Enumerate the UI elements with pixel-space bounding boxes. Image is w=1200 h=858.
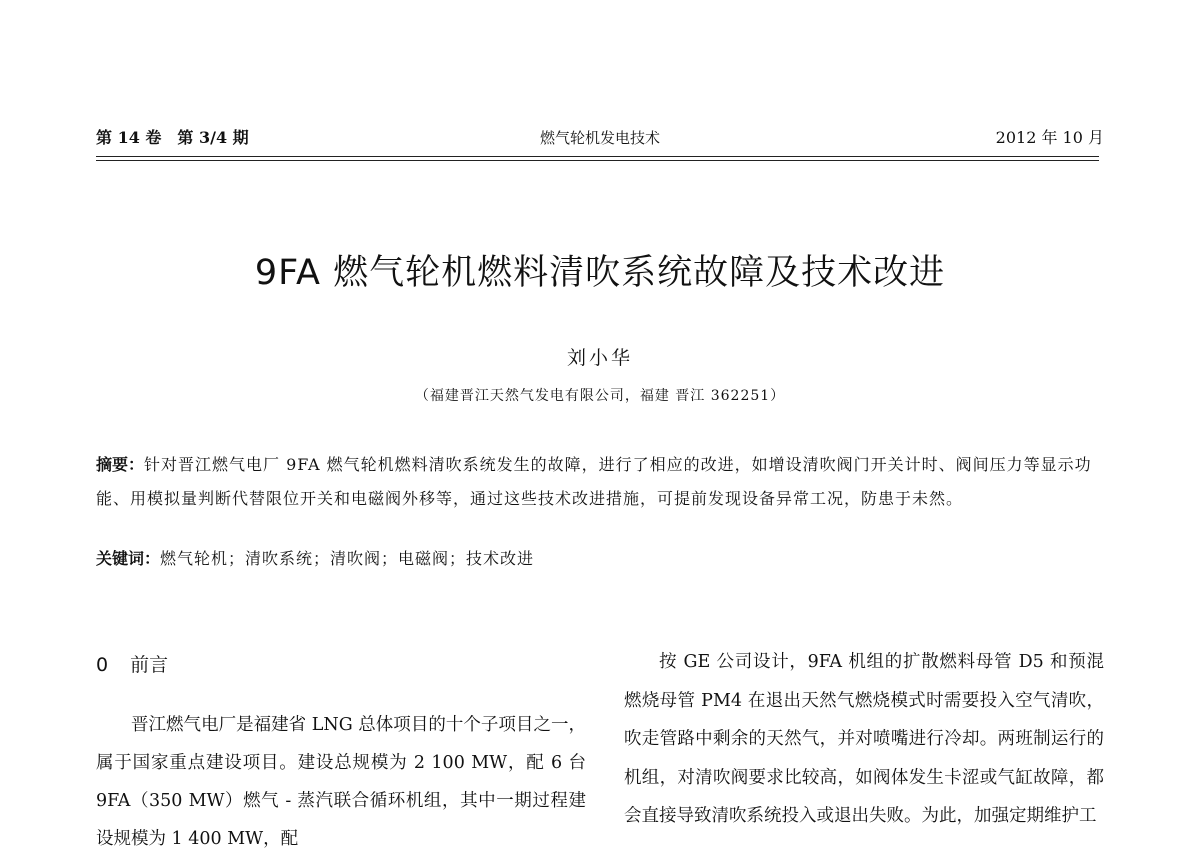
left-paragraph: 晋江燃气电厂是福建省 LNG 总体项目的十个子项目之一，属于国家重点建设项目。建设总规模为 2 100 MW，配 6 台 9FA（350 MW）燃气 - 蒸汽联合循环机组，其中一期过程建设规模为 1 400 MW，配 bbox=[96, 715, 586, 849]
abstract bbox=[96, 448, 1101, 516]
volume-issue: 第 14 卷 第 3/4 期 bbox=[96, 128, 249, 147]
journal-name: 燃气轮机发电技术 bbox=[539, 129, 660, 147]
abstract-text: 针对晋江燃气电厂 9FA 燃气轮机燃料清吹系统发生的故障，进行了相应的改进，如增设清吹阀门开关计时、阀间压力等显示功能、用模拟量判断代替限位开关和电磁阀外移等，通过这些技术改进措施，可提前发现设备异常工况，防患于未然。 bbox=[96, 455, 1092, 508]
section-number: 0 bbox=[96, 654, 109, 676]
left-column bbox=[96, 706, 586, 858]
right-column bbox=[624, 643, 1104, 836]
keywords bbox=[96, 547, 1101, 571]
author-name: 刘小华 bbox=[566, 347, 633, 369]
header-rule-bottom bbox=[96, 160, 1099, 161]
header-rule-top bbox=[96, 156, 1099, 157]
author-affiliation: （福建晋江天然气发电有限公司，福建 晋江 362251） bbox=[414, 388, 786, 404]
abstract-label: 摘要： bbox=[96, 455, 145, 474]
publication-date: 2012 年 10 月 bbox=[995, 128, 1104, 147]
section-title: 前言 bbox=[130, 654, 169, 676]
section-heading bbox=[96, 650, 168, 677]
right-paragraph: 按 GE 公司设计，9FA 机组的扩散燃料母管 D5 和预混燃烧母管 PM4 在退出天然气燃烧模式时需要投入空气清吹，吹走管路中剩余的天然气，并对喷嘴进行冷却。两班制运行的机组，对清吹阀要求比较高，如阀体发生卡涩或气缸故障，都会直接导致清吹系统投入或退出失败。为此，加强定期维护工 bbox=[624, 652, 1104, 826]
article-title: 9FA 燃气轮机燃料清吹系统故障及技术改进 bbox=[254, 253, 946, 293]
keywords-text: 燃气轮机；清吹系统；清吹阀；电磁阀；技术改进 bbox=[160, 549, 535, 568]
keywords-label: 关键词： bbox=[96, 549, 161, 568]
